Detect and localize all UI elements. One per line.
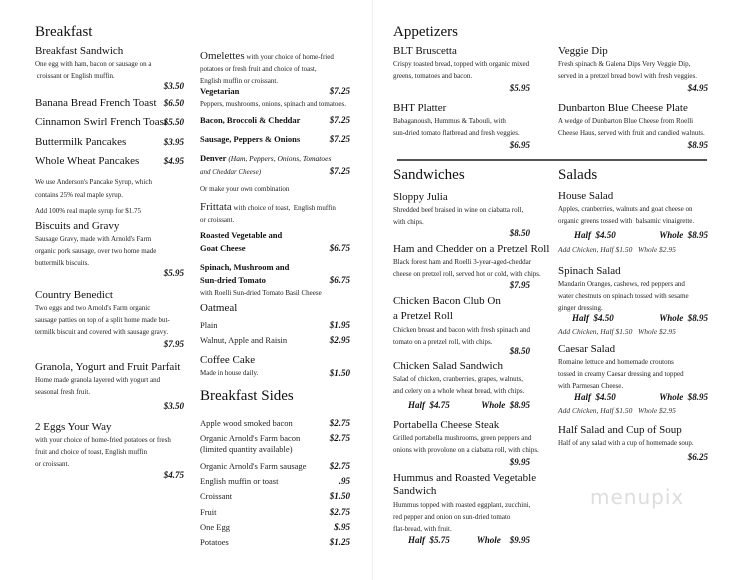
item-price: $2.95 [329, 335, 350, 345]
item-name: Caesar Salad [558, 343, 616, 355]
item-price: $7.95 [163, 339, 184, 349]
item-price: $6.25 [687, 452, 708, 462]
item-name: Sloppy Julia [393, 191, 448, 203]
whole-price: Whole $8.95 [481, 400, 530, 410]
frittata-title: Frittata [200, 201, 232, 213]
side-price: $1.25 [329, 537, 350, 547]
frittata-intro: with choice of toast, English muffin or croissant. [200, 204, 336, 224]
add-chicken: Add Chicken, Half $1.50 Whole $2.95 [558, 406, 676, 415]
item-name: Vegetarian [200, 86, 240, 96]
side-price: $2.75 [329, 418, 350, 428]
denver-desc-2: and Cheddar Cheese) [200, 168, 262, 176]
watermark: menupix [590, 485, 685, 509]
frittata-heading [200, 201, 336, 226]
item-price: $8.50 [509, 228, 530, 238]
item-price: $1.95 [329, 320, 350, 330]
item-desc: Two eggs and two Arnold's Farm organic sausage patties on top of a split home made but- termilk biscuit and covered with sausage gravy. [35, 304, 170, 336]
item-desc: Salad of chicken, cranberries, grapes, walnuts, and celery on a whole wheat bread, with chips. [393, 375, 525, 395]
item-name: Chicken Bacon Club On a Pretzel Roll [393, 295, 501, 322]
whole-price: Whole $8.95 [659, 230, 708, 240]
item-price: $4.75 [163, 470, 184, 480]
item-price: $6.75 [329, 243, 350, 253]
side-price: $1.50 [329, 491, 350, 501]
item-name: Hummus and Roasted Vegetable Sandwich [393, 472, 537, 497]
omelettes-heading [200, 50, 334, 87]
side-name: English muffin or toast [200, 476, 279, 486]
whole-price: Whole $8.95 [659, 392, 708, 402]
salads-heading: Salads [558, 167, 598, 183]
item-desc: One egg with ham, bacon or sausage on a croissant or English muffin. [35, 60, 152, 80]
denver-desc: (Ham, Peppers, Onions, Tomatoes [226, 154, 332, 163]
item-name: Bacon, Broccoli & Cheddar [200, 115, 301, 125]
section-divider [397, 159, 707, 161]
side-price: $2.75 [329, 433, 350, 443]
item-name: Breakfast Sandwich [35, 45, 124, 57]
item-desc: Half of any salad with a cup of homemade soup. [558, 439, 694, 447]
item-desc: Mandarin Oranges, cashews, red peppers and water chestnuts on spinach tossed with sesame ginger dressing. [558, 280, 689, 312]
half-price: Half $4.75 [408, 400, 450, 410]
item-name: 2 Eggs Your Way [35, 421, 112, 433]
item-desc: Peppers, mushrooms, onions, spinach and tomatoes. [200, 100, 347, 108]
item-name: Chicken Salad Sandwich [393, 360, 503, 372]
item-name: House Salad [558, 190, 614, 202]
item-desc: Sausage Gravy, made with Arnold's Farm organic pork sausage, over two home made buttermilk biscuits. [35, 235, 157, 267]
whole-price: Whole $8.95 [659, 313, 708, 323]
half-price: Half $4.50 [574, 230, 616, 240]
item-name: Whole Wheat Pancakes [35, 155, 140, 167]
item-price: $7.25 [329, 166, 350, 176]
item-name: Sausage, Peppers & Onions [200, 134, 301, 144]
item-price: $3.50 [163, 81, 184, 91]
sandwiches-heading: Sandwiches [393, 167, 465, 183]
side-name: Organic Arnold's Farm sausage [200, 461, 307, 471]
sides-heading: Breakfast Sides [200, 388, 294, 404]
item-name: Biscuits and Gravy [35, 220, 120, 232]
item-desc: Grilled portabella mushrooms, green peppers and onions with provolone on a ciabatta roll, with chips. [393, 434, 539, 454]
oatmeal-heading: Oatmeal [200, 302, 238, 314]
item-desc: A wedge of Dunbarton Blue Cheese from Roelli Cheese Haus, served with fruit and candied walnuts. [558, 117, 705, 137]
whole-price: Whole $9.95 [476, 535, 530, 545]
item-name: Dunbarton Blue Cheese Plate [558, 102, 688, 114]
item-name: Half Salad and Cup of Soup [558, 424, 682, 436]
item-name: Plain [200, 320, 218, 330]
item-name: Banana Bread French Toast [35, 97, 157, 109]
item-price: $5.95 [163, 268, 184, 278]
item-price: $7.25 [329, 115, 350, 125]
item-name: BHT Platter [393, 102, 447, 114]
item-price: $8.95 [687, 140, 708, 150]
add-chicken: Add Chicken, Half $1.50 Whole $2.95 [558, 327, 676, 336]
item-name: Spinach, Mushroom and Sun-dried Tomato [200, 262, 290, 285]
side-price: $.95 [334, 522, 350, 532]
denver-name: Denver [200, 153, 227, 163]
side-price: .95 [338, 476, 350, 486]
breakfast-heading: Breakfast [35, 24, 93, 40]
item-price: $6.50 [163, 98, 184, 108]
half-price: Half $5.75 [408, 535, 450, 545]
half-price: Half $4.50 [572, 313, 614, 323]
item-name: Walnut, Apple and Raisin [200, 335, 288, 345]
side-price: $2.75 [329, 461, 350, 471]
side-name: One Egg [200, 522, 230, 532]
item-price: $7.25 [329, 134, 350, 144]
syrup-add: Add 100% real maple syrup for $1.75 [35, 207, 141, 215]
item-desc: Shredded beef braised in wine on ciabatta roll, with chips. [393, 206, 524, 226]
own-combination: Or make your own combination [200, 185, 290, 193]
item-desc: with Roelli Sun-dried Tomato Basil Cheese [200, 289, 322, 297]
item-name: BLT Bruscetta [393, 45, 457, 57]
item-name: Granola, Yogurt and Fruit Parfait [35, 361, 181, 373]
omelettes-title: Omelettes [200, 50, 245, 62]
item-price: $8.50 [509, 346, 530, 356]
item-name: Veggie Dip [558, 45, 608, 57]
item-price: $6.95 [509, 140, 530, 150]
item-price: $4.95 [687, 83, 708, 93]
item-name: Ham and Chedder on a Pretzel Roll [393, 243, 550, 255]
item-price: $3.50 [163, 401, 184, 411]
side-name: Fruit [200, 507, 217, 517]
item-desc: Chicken breast and bacon with fresh spinach and tomato on a pretzel roll, with chips. [393, 326, 531, 346]
page-fold [372, 0, 373, 580]
item-price: $6.75 [329, 275, 350, 285]
item-price: $5.95 [509, 83, 530, 93]
side-name: Croissant [200, 491, 233, 501]
item-name: Country Benedict [35, 289, 113, 301]
item-desc: Hummus topped with roasted eggplant, zucchini, red pepper and onion on sun-dried tomato flat-bread, with fruit. [393, 501, 531, 533]
coffee-cake-heading: Coffee Cake [200, 354, 256, 366]
item-desc: Romaine lettuce and homemade croutons tossed in creamy Caesar dressing and topped with Parmesan Cheese. [558, 358, 684, 390]
item-desc: Babaganoush, Hummus & Tabouli, with sun-dried tomato flatbread and fresh veggies. [393, 117, 520, 137]
item-name: Buttermilk Pancakes [35, 136, 127, 148]
item-price: $7.95 [509, 280, 530, 290]
item-name-denver [200, 152, 331, 165]
half-price: Half $4.50 [574, 392, 616, 402]
side-name: Organic Arnold's Farm bacon (limited quantity available) [200, 433, 301, 454]
appetizers-heading: Appetizers [393, 24, 458, 40]
item-price: $7.25 [329, 86, 350, 96]
item-name: Roasted Vegetable and Goat Cheese [200, 230, 283, 253]
item-price: $5.50 [163, 117, 184, 127]
add-chicken: Add Chicken, Half $1.50 Whole $2.95 [558, 245, 676, 254]
item-price: $3.95 [163, 137, 184, 147]
item-desc: Fresh spinach & Galena Dips Very Veggie Dip, served in a pretzel bread bowl with fresh veggies. [558, 60, 697, 80]
item-desc: Apples, cranberries, walnuts and goat cheese on organic greens tossed with balsamic vinaigrette. [558, 205, 695, 225]
side-name: Apple wood smoked bacon [200, 418, 293, 428]
item-price: $1.50 [329, 368, 350, 378]
item-desc: Made in house daily. [200, 369, 259, 377]
syrup-note: We use Anderson's Pancake Syrup, which contains 25% real maple syrup. [35, 178, 152, 199]
item-desc: Black forest ham and Roelli 3-year-aged-cheddar cheese on pretzel roll, served hot or cold, with chips. [393, 258, 541, 278]
item-desc: Crispy toasted bread, topped with organic mixed greens, tomatoes and bacon. [393, 60, 530, 80]
item-name: Cinnamon Swirl French Toast [35, 116, 167, 128]
side-name: Potatoes [200, 537, 229, 547]
item-name: Portabella Cheese Steak [393, 419, 500, 431]
item-desc: Home made granola layered with yogurt and seasonal fresh fruit. [35, 376, 161, 396]
item-price: $4.95 [163, 156, 184, 166]
item-name: Spinach Salad [558, 265, 621, 277]
item-price: $9.95 [509, 457, 530, 467]
side-price: $2.75 [329, 507, 350, 517]
item-desc: with your choice of home-fried potatoes or fresh fruit and choice of toast, English muffin or croissant. [35, 436, 171, 468]
omelettes-intro: with your choice of home-fried potatoes or fresh fruit and choice of toast, English muffin or croissant. [200, 53, 334, 85]
